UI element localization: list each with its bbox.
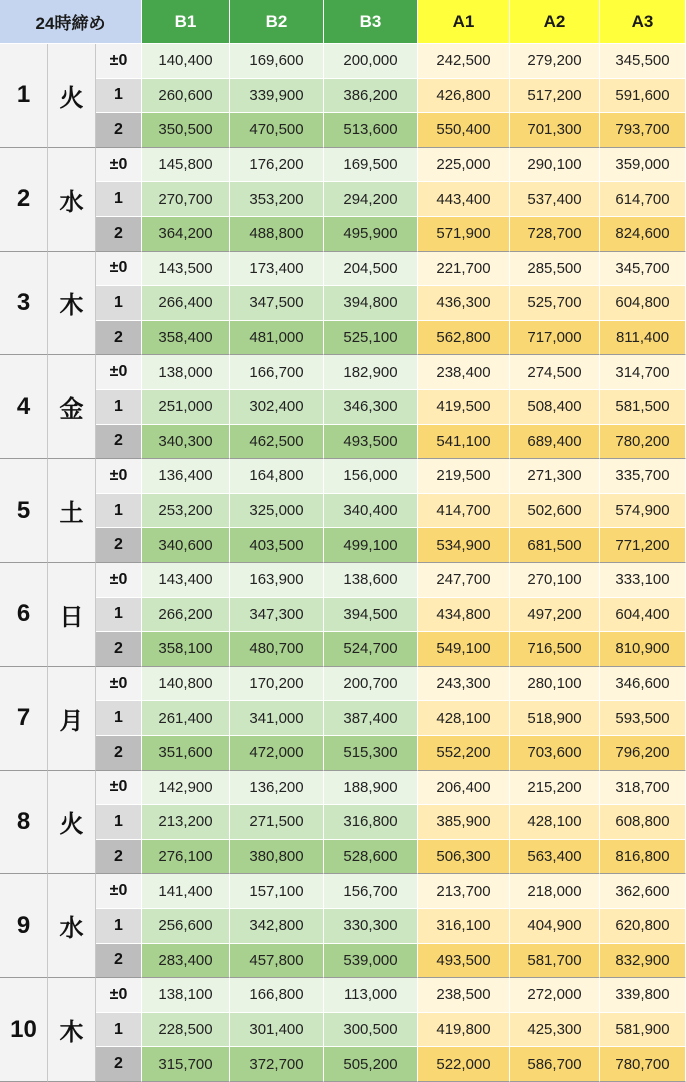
day-number: 7: [0, 667, 48, 771]
price-cell: 728,700: [510, 217, 600, 252]
day-number: 3: [0, 252, 48, 356]
price-cell: 539,000: [324, 944, 418, 979]
level-label: ±0: [96, 252, 142, 287]
price-cell: 290,100: [510, 148, 600, 183]
price-cell: 316,100: [418, 909, 510, 944]
price-cell: 689,400: [510, 425, 600, 460]
price-cell: 164,800: [230, 459, 324, 494]
price-cell: 316,800: [324, 805, 418, 840]
price-cell: 243,300: [418, 667, 510, 702]
price-cell: 141,400: [142, 874, 230, 909]
price-cell: 166,800: [230, 978, 324, 1013]
level-label: ±0: [96, 874, 142, 909]
price-cell: 508,400: [510, 390, 600, 425]
price-cell: 346,600: [600, 667, 686, 702]
level-label: 2: [96, 113, 142, 148]
price-cell: 780,200: [600, 425, 686, 460]
price-cell: 219,500: [418, 459, 510, 494]
price-cell: 497,200: [510, 598, 600, 633]
level-label: ±0: [96, 459, 142, 494]
price-cell: 347,500: [230, 286, 324, 321]
price-cell: 204,500: [324, 252, 418, 287]
price-cell: 771,200: [600, 528, 686, 563]
price-cell: 325,000: [230, 494, 324, 529]
price-cell: 213,200: [142, 805, 230, 840]
price-cell: 270,700: [142, 182, 230, 217]
price-cell: 419,500: [418, 390, 510, 425]
price-cell: 318,700: [600, 771, 686, 806]
level-label: 1: [96, 1013, 142, 1048]
day-number: 4: [0, 355, 48, 459]
price-cell: 608,800: [600, 805, 686, 840]
price-cell: 253,200: [142, 494, 230, 529]
weekday-label: 木: [48, 978, 96, 1082]
price-cell: 581,700: [510, 944, 600, 979]
price-cell: 242,500: [418, 44, 510, 79]
price-cell: 138,600: [324, 563, 418, 598]
level-label: ±0: [96, 44, 142, 79]
price-cell: 525,700: [510, 286, 600, 321]
weekday-label: 土: [48, 459, 96, 563]
column-header-b2: B2: [230, 0, 324, 44]
price-cell: 136,400: [142, 459, 230, 494]
price-cell: 495,900: [324, 217, 418, 252]
price-cell: 256,600: [142, 909, 230, 944]
level-label: ±0: [96, 355, 142, 390]
price-cell: 462,500: [230, 425, 324, 460]
price-cell: 271,300: [510, 459, 600, 494]
day-number: 5: [0, 459, 48, 563]
price-cell: 225,000: [418, 148, 510, 183]
price-cell: 425,300: [510, 1013, 600, 1048]
price-cell: 362,600: [600, 874, 686, 909]
price-cell: 283,400: [142, 944, 230, 979]
price-cell: 824,600: [600, 217, 686, 252]
price-cell: 515,300: [324, 736, 418, 771]
price-cell: 499,100: [324, 528, 418, 563]
price-cell: 571,900: [418, 217, 510, 252]
price-cell: 419,800: [418, 1013, 510, 1048]
price-cell: 339,900: [230, 79, 324, 114]
level-label: 1: [96, 701, 142, 736]
price-cell: 493,500: [324, 425, 418, 460]
price-cell: 157,100: [230, 874, 324, 909]
price-cell: 182,900: [324, 355, 418, 390]
price-cell: 335,700: [600, 459, 686, 494]
level-label: 2: [96, 632, 142, 667]
price-cell: 346,300: [324, 390, 418, 425]
price-cell: 206,400: [418, 771, 510, 806]
level-label: 2: [96, 321, 142, 356]
price-cell: 522,000: [418, 1047, 510, 1082]
price-cell: 272,000: [510, 978, 600, 1013]
level-label: 1: [96, 909, 142, 944]
price-cell: 276,100: [142, 840, 230, 875]
price-cell: 480,700: [230, 632, 324, 667]
price-cell: 716,500: [510, 632, 600, 667]
price-cell: 166,700: [230, 355, 324, 390]
level-label: 1: [96, 182, 142, 217]
price-cell: 359,000: [600, 148, 686, 183]
price-cell: 345,500: [600, 44, 686, 79]
price-cell: 428,100: [418, 701, 510, 736]
column-header-b1: B1: [142, 0, 230, 44]
price-cell: 517,200: [510, 79, 600, 114]
price-cell: 200,700: [324, 667, 418, 702]
price-cell: 200,000: [324, 44, 418, 79]
weekday-label: 火: [48, 44, 96, 148]
column-header-a2: A2: [510, 0, 600, 44]
price-cell: 394,500: [324, 598, 418, 633]
weekday-label: 火: [48, 771, 96, 875]
price-cell: 591,600: [600, 79, 686, 114]
price-cell: 537,400: [510, 182, 600, 217]
level-label: 2: [96, 528, 142, 563]
price-cell: 604,800: [600, 286, 686, 321]
price-cell: 136,200: [230, 771, 324, 806]
level-label: 1: [96, 494, 142, 529]
column-header-a1: A1: [418, 0, 510, 44]
level-label: 1: [96, 286, 142, 321]
price-cell: 221,700: [418, 252, 510, 287]
weekday-label: 日: [48, 563, 96, 667]
weekday-label: 木: [48, 252, 96, 356]
price-cell: 294,200: [324, 182, 418, 217]
price-cell: 342,800: [230, 909, 324, 944]
price-cell: 358,400: [142, 321, 230, 356]
price-cell: 513,600: [324, 113, 418, 148]
price-cell: 301,400: [230, 1013, 324, 1048]
price-cell: 138,000: [142, 355, 230, 390]
price-cell: 793,700: [600, 113, 686, 148]
price-cell: 394,800: [324, 286, 418, 321]
price-cell: 247,700: [418, 563, 510, 598]
price-cell: 518,900: [510, 701, 600, 736]
price-cell: 156,700: [324, 874, 418, 909]
price-cell: 620,800: [600, 909, 686, 944]
level-label: 2: [96, 217, 142, 252]
price-cell: 717,000: [510, 321, 600, 356]
level-label: 2: [96, 840, 142, 875]
price-cell: 213,700: [418, 874, 510, 909]
price-cell: 780,700: [600, 1047, 686, 1082]
level-label: 1: [96, 390, 142, 425]
price-cell: 271,500: [230, 805, 324, 840]
price-cell: 261,400: [142, 701, 230, 736]
level-label: 2: [96, 425, 142, 460]
price-cell: 345,700: [600, 252, 686, 287]
price-cell: 385,900: [418, 805, 510, 840]
price-cell: 386,200: [324, 79, 418, 114]
price-cell: 314,700: [600, 355, 686, 390]
price-cell: 701,300: [510, 113, 600, 148]
price-cell: 552,200: [418, 736, 510, 771]
price-cell: 215,200: [510, 771, 600, 806]
price-cell: 703,600: [510, 736, 600, 771]
price-cell: 586,700: [510, 1047, 600, 1082]
price-cell: 266,400: [142, 286, 230, 321]
weekday-label: 水: [48, 874, 96, 978]
column-header-a3: A3: [600, 0, 686, 44]
price-cell: 426,800: [418, 79, 510, 114]
price-cell: 436,300: [418, 286, 510, 321]
price-cell: 170,200: [230, 667, 324, 702]
price-cell: 169,600: [230, 44, 324, 79]
day-number: 1: [0, 44, 48, 148]
price-cell: 143,400: [142, 563, 230, 598]
price-cell: 351,600: [142, 736, 230, 771]
level-label: 2: [96, 1047, 142, 1082]
price-cell: 138,100: [142, 978, 230, 1013]
price-cell: 472,000: [230, 736, 324, 771]
price-cell: 525,100: [324, 321, 418, 356]
price-cell: 403,500: [230, 528, 324, 563]
price-cell: 581,900: [600, 1013, 686, 1048]
price-cell: 270,100: [510, 563, 600, 598]
price-cell: 340,300: [142, 425, 230, 460]
price-cell: 279,200: [510, 44, 600, 79]
price-cell: 502,600: [510, 494, 600, 529]
price-cell: 505,200: [324, 1047, 418, 1082]
price-cell: 681,500: [510, 528, 600, 563]
price-cell: 528,600: [324, 840, 418, 875]
price-cell: 414,700: [418, 494, 510, 529]
price-cell: 524,700: [324, 632, 418, 667]
price-cell: 387,400: [324, 701, 418, 736]
price-cell: 358,100: [142, 632, 230, 667]
day-number: 9: [0, 874, 48, 978]
price-cell: 145,800: [142, 148, 230, 183]
price-cell: 488,800: [230, 217, 324, 252]
price-cell: 563,400: [510, 840, 600, 875]
price-cell: 339,800: [600, 978, 686, 1013]
price-cell: 274,500: [510, 355, 600, 390]
level-label: ±0: [96, 771, 142, 806]
price-cell: 457,800: [230, 944, 324, 979]
level-label: 1: [96, 79, 142, 114]
price-cell: 302,400: [230, 390, 324, 425]
day-number: 10: [0, 978, 48, 1082]
price-cell: 470,500: [230, 113, 324, 148]
price-cell: 832,900: [600, 944, 686, 979]
price-cell: 428,100: [510, 805, 600, 840]
price-cell: 169,500: [324, 148, 418, 183]
price-cell: 816,800: [600, 840, 686, 875]
price-cell: 330,300: [324, 909, 418, 944]
price-cell: 353,200: [230, 182, 324, 217]
price-cell: 142,900: [142, 771, 230, 806]
level-label: 2: [96, 944, 142, 979]
price-cell: 372,700: [230, 1047, 324, 1082]
weekday-label: 水: [48, 148, 96, 252]
price-cell: 173,400: [230, 252, 324, 287]
price-cell: 266,200: [142, 598, 230, 633]
price-cell: 380,800: [230, 840, 324, 875]
price-cell: 140,400: [142, 44, 230, 79]
price-cell: 228,500: [142, 1013, 230, 1048]
price-cell: 796,200: [600, 736, 686, 771]
price-cell: 176,200: [230, 148, 324, 183]
level-label: 1: [96, 805, 142, 840]
price-cell: 300,500: [324, 1013, 418, 1048]
price-cell: 404,900: [510, 909, 600, 944]
price-cell: 593,500: [600, 701, 686, 736]
price-cell: 188,900: [324, 771, 418, 806]
header-corner-label: 24時締め: [0, 0, 142, 44]
level-label: ±0: [96, 148, 142, 183]
price-cell: 604,400: [600, 598, 686, 633]
level-label: ±0: [96, 978, 142, 1013]
price-cell: 238,400: [418, 355, 510, 390]
weekday-label: 金: [48, 355, 96, 459]
column-header-b3: B3: [324, 0, 418, 44]
price-cell: 443,400: [418, 182, 510, 217]
level-label: 2: [96, 736, 142, 771]
price-cell: 218,000: [510, 874, 600, 909]
price-cell: 285,500: [510, 252, 600, 287]
price-cell: 350,500: [142, 113, 230, 148]
price-cell: 340,400: [324, 494, 418, 529]
price-cell: 143,500: [142, 252, 230, 287]
level-label: 1: [96, 598, 142, 633]
price-cell: 238,500: [418, 978, 510, 1013]
price-cell: 549,100: [418, 632, 510, 667]
price-cell: 614,700: [600, 182, 686, 217]
price-cell: 113,000: [324, 978, 418, 1013]
price-cell: 562,800: [418, 321, 510, 356]
price-cell: 163,900: [230, 563, 324, 598]
price-cell: 811,400: [600, 321, 686, 356]
price-cell: 341,000: [230, 701, 324, 736]
price-cell: 260,600: [142, 79, 230, 114]
price-cell: 550,400: [418, 113, 510, 148]
price-cell: 481,000: [230, 321, 324, 356]
price-cell: 140,800: [142, 667, 230, 702]
price-cell: 493,500: [418, 944, 510, 979]
price-cell: 340,600: [142, 528, 230, 563]
day-number: 8: [0, 771, 48, 875]
price-cell: 156,000: [324, 459, 418, 494]
price-cell: 574,900: [600, 494, 686, 529]
price-cell: 333,100: [600, 563, 686, 598]
price-cell: 315,700: [142, 1047, 230, 1082]
level-label: ±0: [96, 563, 142, 598]
day-number: 2: [0, 148, 48, 252]
price-cell: 280,100: [510, 667, 600, 702]
weekday-label: 月: [48, 667, 96, 771]
price-cell: 541,100: [418, 425, 510, 460]
price-cell: 251,000: [142, 390, 230, 425]
price-cell: 534,900: [418, 528, 510, 563]
price-cell: 581,500: [600, 390, 686, 425]
price-cell: 364,200: [142, 217, 230, 252]
day-number: 6: [0, 563, 48, 667]
price-cell: 506,300: [418, 840, 510, 875]
price-cell: 810,900: [600, 632, 686, 667]
level-label: ±0: [96, 667, 142, 702]
price-cell: 347,300: [230, 598, 324, 633]
price-cell: 434,800: [418, 598, 510, 633]
